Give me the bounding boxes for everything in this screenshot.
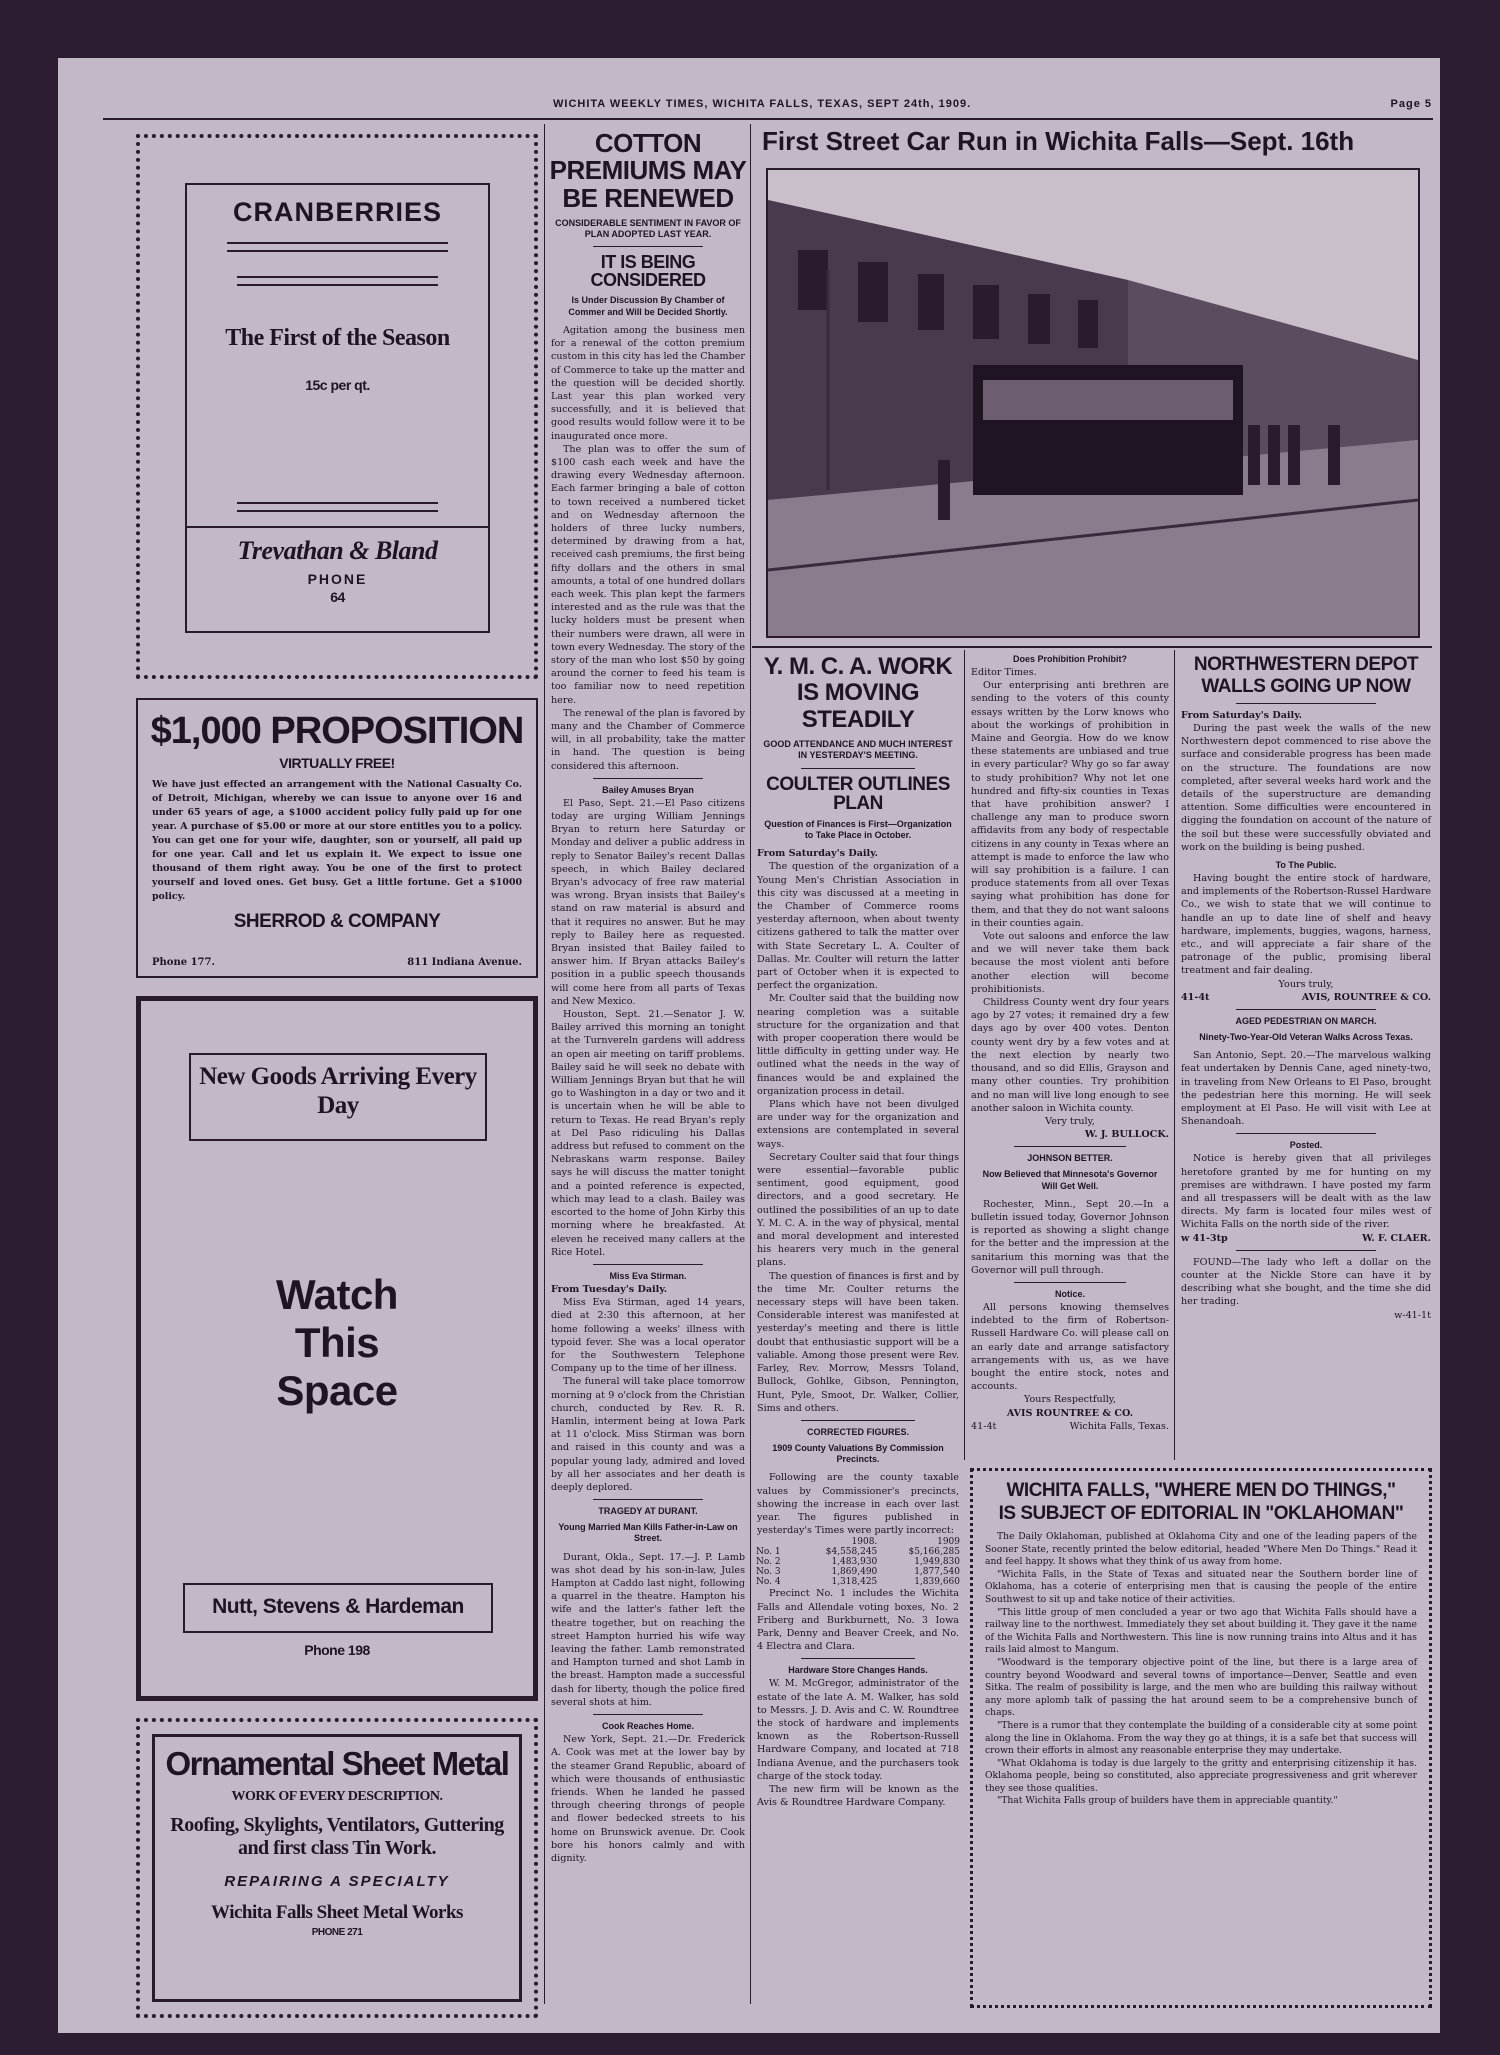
new-goods-text: New Goods Arriving Every Day xyxy=(199,1063,477,1119)
ornament-bar xyxy=(227,242,448,252)
depot-from: From Saturday's Daily. xyxy=(1181,709,1303,721)
ymca-deck2: Question of Finances is First—Organization to Take Place in October. xyxy=(764,818,952,840)
column-rule xyxy=(1174,650,1175,1460)
table-row xyxy=(754,1567,962,1577)
public-code: 41-4t xyxy=(1181,991,1210,1003)
this-text: This xyxy=(294,1319,380,1366)
column-depot xyxy=(1178,654,1434,1460)
notice-code: 41-4t xyxy=(971,1420,997,1432)
editorial-p4: "Woodward is the temporary objective point of the line, but there is a large area of country beyond Woodward and several towns of importance—Denver, Seattle and even Sitka. The realm of possibility is large, and the men who are building this railway without any more aplomb talk of passing the hat around seem to be a comprehensive bunch of chaps. xyxy=(985,1656,1417,1719)
sheet-metal-firm: Wichita Falls Sheet Metal Works xyxy=(211,1902,463,1923)
proposition-phone: Phone 177. xyxy=(152,957,215,968)
cotton-headline: COTTON PREMIUMS MAY BE RENEWED xyxy=(549,128,747,213)
newspaper-page xyxy=(58,58,1440,2033)
ymca-headline: Y. M. C. A. WORK IS MOVING STEADILY xyxy=(763,654,953,733)
cranberries-line: The First of the Season xyxy=(225,325,450,351)
stirman-from: From Tuesday's Daily. xyxy=(551,1283,668,1295)
street-car-photo xyxy=(766,168,1420,638)
new-goods-box xyxy=(189,1053,487,1141)
cranberries-phone-label: PHONE xyxy=(307,571,368,587)
hardware-p1: W. M. McGregor, administrator of the estate of the late A. M. Walker, has sold to Messrs. J. D. Avis and C. W. Roundtree the stock of hardware and implements known as the Robertson-Russell Hardware Company, and located at 718 Indiana Avenue, and the purchasers took charge of the stock today. xyxy=(757,1678,959,1782)
posted-code: w 41-3tp xyxy=(1181,1232,1228,1244)
stirman-p2: The funeral will take place tomorrow morning at 9 o'clock from the Christian church, conducted by Rev. R. R. Hamlin, interment being at Iowa Park at 11 o'clock. Miss Stirman was born and raised in this county and was a popular young lady, admired and loved by all her associates and her death is deeply deplored. xyxy=(551,1376,745,1493)
durant-sub: Young Married Man Kills Father-in-Law on Street. xyxy=(558,1522,738,1544)
corrected-p1: Following are the county taxable values by Commissioner's precincts, showing the increase in each over last year. The figures published in yesterday's Times were partly incorrect: xyxy=(757,1472,959,1537)
value-1909: $5,166,285 xyxy=(908,1547,960,1558)
posted-sig: W. F. CLAER. xyxy=(1362,1232,1431,1244)
cotton-deck2: Is Under Discussion By Chamber of Commer and Will be Decided Shortly. xyxy=(568,295,728,317)
cotton-p3: The renewal of the plan is favored by many and the Chamber of Commerce will, in all probability, take the matter in hand. The question is being considered this afternoon. xyxy=(551,707,745,772)
editorial-p2: "Wichita Falls, in the State of Texas and situated near the Southern border line of Oklahoma, has a coterie of enterprising men that is causing the people of the entire Southwest to sit up and take notice of their activities. xyxy=(985,1568,1417,1605)
cranberries-price: 15c per qt. xyxy=(305,377,370,393)
johnson-head: JOHNSON BETTER. xyxy=(1027,1153,1113,1164)
cotton-p2: The plan was to offer the sum of $100 cash each week and have the drawing every Wednesday afternoon. Each farmer bringing a bale of cotton to town received a numbered ticket and on Wednesday afternoon the holders of three lucky numbers, determined by drawing from a hat, received cash premiums, the first being fifty dollars and the others in smal amounts, a total of one hundred dollars each week. This plan kept the farmers interested and as the rule was that the lucky holders must be present when their numbers were drawn, all were in town every Wednesday. The story of the story of the man who lost $50 by going around the corner to feed his team is too familiar now to need repetition here. xyxy=(551,443,745,706)
durant-head: TRAGEDY AT DURANT. xyxy=(598,1506,698,1517)
depot-headline: NORTHWESTERN DEPOT WALLS GOING UP NOW xyxy=(1193,654,1419,697)
ornament-bar xyxy=(237,502,438,512)
cook-p1: New York, Sept. 21.—Dr. Frederick A. Cook was met at the lower bay by the steamer Grand Republic, aboard of which were thousands of enthusiastic friends. When he landed he passed through cheering throngs of people and flower bedecked streets to his home on Brunswick avenue. Dr. Cook bore his honors calmly and with dignity. xyxy=(551,1734,745,1864)
editorial-box xyxy=(970,1468,1432,2008)
page-number: Page 5 xyxy=(1390,98,1432,110)
editorial-p1: The Daily Oklahoman, published at Oklahoma City and one of the leading papers of the Sooner State, recently printed the below editorial, headed "Where Men Do Things." Read it and feel happy. It shows what they think of us away from home. xyxy=(985,1531,1417,1568)
precinct: No. 4 xyxy=(756,1577,781,1588)
stirman-p1: Miss Eva Stirman, aged 14 years, died at 2:30 this afternoon, at her home following a weeks' illness with typoid fever. She was a local operator for the Southwestern Telephone Company up to the time of her illness. xyxy=(551,1297,745,1375)
pedestrian-p1: San Antonio, Sept. 20.—The marvelous walking feat undertaken by Dennis Cane, aged ninety-two, in traveling from New Orleans to El Paso, brought the pedestrian here this morning. He will seek employment at El Paso. He will visit with Lee at Shenandoah. xyxy=(1181,1050,1431,1128)
ymca-p4: Secretary Coulter said that four things were essential—favorable public sentiment, good equipment, good directors, and a good secretary. He outlined the possibilities of an up to date Y. M. C. A. in the way of physical, mental and moral development and interested his hearers very much in the general plans. xyxy=(757,1151,959,1269)
notice-place: Wichita Falls, Texas. xyxy=(1069,1420,1169,1432)
proposition-body: We have just effected an arrangement with the National Casualty Co. of Detroit, Michigan, whereby we can issue to anyone over 16 and under 65 years of age, a $1000 accident policy fully paid up for one year. A purchase of $5.00 or more at our store entitles you to a policy. You can get one for your wife, daughter, son or yourself, all paid up for one year. Call and let us explain it. We expect to issue one thousand of them right away. You be one of the first to protect yourself and loved ones. Get busy. Get a little fortune. Get a $1000 policy. xyxy=(152,779,522,902)
ymca-p2: Mr. Coulter said that the building now nearing completion was a suitable structure for the organization and that with proper cooperation there would be little difficulty in getting under way. He outlined what the needs in the way of finances would be and explained the organization process in detail. xyxy=(757,993,959,1097)
editorial-p7: "That Wichita Falls group of builders have them in appreciable quantity." xyxy=(997,1795,1338,1807)
bailey-p1: El Paso, Sept. 21.—El Paso citizens today are urging William Jennings Bryan to return here Saturday or Monday and deliver a public address in reply to Senator Bailey's recent Dallas speech, in which Bailey declared Bryan's advocacy of free raw material was wrong. Bryan insists that Bailey's stand on raw material is absurd and that it requires no answer. But he may reply to Bailey here as requested. Bryan insisted that Bailey failed to answer him. If Bryan attacks Bailey's position in a public speech thousands will come here from all parts of Texas and New Mexico. xyxy=(551,797,745,1007)
column-prohibition xyxy=(968,654,1172,1460)
notice-close: Yours Respectfully, xyxy=(1024,1394,1116,1406)
bailey-p2: Houston, Sept. 21.—Senator J. W. Bailey arrived this morning an tonight at the Turnvereln gardens will address an open air meeting on tariff problems. Bailey said he will seek no debate with William Jennings Bryan but that he will go to Washington in a day or two and it is uncertain when he will be able to return to Texas. He read Bryan's reply at Del Paso ridiculing his Dallas address but refused to comment on the Nebraskans warm response. Bailey says he will discuss the matter tonight and a pointed reference is expected, which may lead to a clash. Bailey was escorted to the home of John Kirby this morning where he breakfasted. At eleven he received many callers at the Rice Hotel. xyxy=(551,1009,745,1258)
sheet-metal-line2: Roofing, Skylights, Ventilators, Guttering and first class Tin Work. xyxy=(170,1814,504,1859)
table-row xyxy=(754,1557,962,1567)
found-code: w-41-1t xyxy=(1394,1309,1431,1321)
ymca-headline2: COULTER OUTLINES PLAN xyxy=(766,773,950,814)
valuation-table xyxy=(754,1537,962,1587)
proposition-firm: SHERROD & COMPANY xyxy=(233,911,441,932)
value-1908: $4,558,245 xyxy=(825,1547,878,1558)
space-text: Space xyxy=(276,1367,398,1414)
editorial-p6: "What Oklahoma is today is due largely to the gritty and enterprising citizenship it has. Oklahoma people, being so constituted, also appreciate progressiveness and grit wherever they see those qualities. xyxy=(985,1757,1417,1794)
sheet-metal-line3: REPAIRING A SPECIALTY xyxy=(224,1873,450,1890)
durant-p1: Durant, Okla., Sept. 17.—J. P. Lamb was shot dead by his son-in-law, Jules Hampton at Caddo last night, following a quarrel in the theatre. Hampton his wife and the latter's father left the theatre together, but on reaching the street Hampton hurried his wife way leaving the father. Lamb remonstrated and Hampton turned and shot Lamb in the breast. Hampton made a successful dash for liberty, though the police fired several shots at him. xyxy=(551,1551,745,1708)
value-1908: 1,483,930 xyxy=(831,1557,878,1568)
nutt-firm-box xyxy=(183,1583,493,1633)
value-1909: 1,949,830 xyxy=(914,1557,960,1568)
masthead-rule xyxy=(103,118,1433,120)
sheet-metal-phone: PHONE 271 xyxy=(311,1927,363,1938)
photo-bottom-rule xyxy=(752,646,1432,648)
value-1909: 1,839,660 xyxy=(914,1577,960,1588)
cook-head: Cook Reaches Home. xyxy=(601,1721,695,1732)
cranberries-title: CRANBERRIES xyxy=(232,197,443,227)
ymca-from: From Saturday's Daily. xyxy=(757,848,879,860)
table-row xyxy=(754,1547,962,1557)
corrected-p2: Precinct No. 1 includes the Wichita Falls and Allendale voting boxes, No. 2 Friberg and Burkburnett, No. 3 Iowa Park, Denny and Beaver Creek, and No. 4 Electra and Clara. xyxy=(757,1588,959,1653)
prohibition-p2: Vote out saloons and enforce the law and we will never take them back because the most violent anti before another election will become prohibitionists. xyxy=(971,931,1169,995)
column-rule xyxy=(964,650,965,1460)
sheet-metal-title: Ornamental Sheet Metal xyxy=(165,1745,509,1782)
pedestrian-sub: Ninety-Two-Year-Old Veteran Walks Across Texas. xyxy=(1199,1031,1413,1042)
editorial-headline2: IS SUBJECT OF EDITORIAL IN "OKLAHOMAN" xyxy=(998,1503,1404,1524)
cranberries-ad xyxy=(136,134,538,679)
precinct: No. 3 xyxy=(756,1567,781,1578)
stirman-head: Miss Eva Stirman. xyxy=(609,1270,687,1281)
masthead-title: WICHITA WEEKLY TIMES, WICHITA FALLS, TEXAS, SEPT 24th, 1909. xyxy=(553,98,972,110)
editorial-p3: "This little group of men concluded a year or two ago that Wichita Falls should have a railway line to the northwest. Immediately they set about building it. They gave it the name of the Wichita Falls and Northwestern. This line is now running trains into Altus and it has rails laid almost to Mangum. xyxy=(985,1606,1417,1656)
notice-p1: All persons knowing themselves indebted to the firm of Robertson-Russell Hardware Co. will please call on an early date and arrange satisfactory arrangements with us, as we have bought the entire stock, notes and accounts. xyxy=(971,1302,1169,1393)
column-rule xyxy=(544,124,545,2004)
value-1909: 1,877,540 xyxy=(914,1567,960,1578)
prohibition-p3: Childress County went dry four years ago by 27 votes; it remained dry a few days ago by over 400 votes. Denton county went dry by a few votes and at the next election by nearly two thousand, and so did Ellis, Grayson and many other counties. Try prohibition and no man will live long enough to see another saloon in Wichita county. xyxy=(971,997,1169,1114)
posted-head: Posted. xyxy=(1289,1140,1323,1151)
column-cotton xyxy=(548,126,748,2006)
nutt-firm: Nutt, Stevens & Hardeman xyxy=(212,1595,464,1618)
bailey-head: Bailey Amuses Bryan xyxy=(602,784,694,795)
pedestrian-head: AGED PEDESTRIAN ON MARCH. xyxy=(1235,1015,1377,1026)
prohibition-to: Editor Times. xyxy=(971,667,1037,678)
cranberries-phone: 64 xyxy=(330,589,345,605)
watch-text: Watch xyxy=(276,1271,398,1318)
found-p1: FOUND—The lady who left a dollar on the counter at the Nickle Store can have it by describing what she bought, and the time she did her trading. xyxy=(1181,1256,1431,1308)
table-row xyxy=(754,1577,962,1587)
valuation-header: 1909 xyxy=(937,1537,960,1548)
depot-p1: During the past week the walls of the new Northwestern depot commenced to rise above the surface and considerable progress has been made on the structure. The foundations are now completed, after several weeks hard work and the details of the superstructure are demanding attention. Some difficulties were encountered in digging the foundation on account of the nature of the soil but these were successfully obviated and work on the building is being pushed. xyxy=(1181,722,1431,853)
cotton-deck: CONSIDERABLE SENTIMENT IN FAVOR OF PLAN ADOPTED LAST YEAR. xyxy=(555,217,741,240)
ornament-bar xyxy=(237,276,438,286)
ymca-p3: Plans which have not been divulged are under way for the organization and extensions are contemplated in several ways. xyxy=(757,1099,959,1150)
prohibition-close: Very truly, xyxy=(1045,1115,1095,1127)
prohibition-sig: W. J. BULLOCK. xyxy=(1084,1129,1169,1141)
public-close: Yours truly, xyxy=(1278,978,1334,990)
notice-sig: AVIS ROUNTREE & CO. xyxy=(1006,1407,1134,1419)
johnson-sub: Now Believed that Minnesota's Governor Will Get Well. xyxy=(982,1169,1158,1191)
public-p1: Having bought the entire stock of hardware, and implements of the Robertson-Russel Hardware Co., we wish to state that we will continue to handle an up to date line of shelf and heavy hardware, implements, buggies, wagons, harness, etc., and will appreciate a fair share of the patronage of the public, promising liberal treatment and fair dealing. xyxy=(1181,872,1431,977)
valuation-header: 1908. xyxy=(851,1537,878,1548)
editorial-p5: "There is a rumor that they contemplate the building of a considerable city at some point along the line in Oklahoma. From the way they go at things, it is a safe bet that success will crown their efforts in almost any reasonable enterprise they may undertake. xyxy=(985,1719,1417,1757)
nutt-phone: Phone 198 xyxy=(304,1642,370,1658)
value-1908: 1,869,490 xyxy=(831,1567,878,1578)
editorial-headline1: WICHITA FALLS, "WHERE MEN DO THINGS," xyxy=(1006,1480,1396,1501)
masthead xyxy=(58,98,1440,116)
ymca-p5: The question of finances is first and by the time Mr. Coulter returns the necessary steps will have been taken. Considerable interest was manifested at yesterday's meeting and there is little doubt that enthusiastic support will be a valiable. Among those present were Rev. Farley, Rev. Morrow, Messrs Toland, Bullock, Gohlke, Gibson, Pennington, Hunt, Pyle, Smoot, Dr. Walker, Collier, Sims and others. xyxy=(757,1270,959,1414)
photo-caption: First Street Car Run in Wichita Falls—Sept. 16th xyxy=(762,128,1355,156)
johnson-p1: Rochester, Minn., Sept 20.—In a bulletin issued today, Governor Johnson is reported as showing a slight change for the better and the impression at the sanitarium this morning was that the Governor will pull through. xyxy=(971,1198,1169,1276)
valuation-header xyxy=(754,1537,797,1547)
street-car-image xyxy=(768,170,1418,636)
prohibition-head: Does Prohibition Prohibit? xyxy=(1013,654,1127,664)
corrected-sub: 1909 County Valuations By Commission Precincts. xyxy=(772,1442,944,1465)
photo-block xyxy=(756,128,1432,643)
proposition-subtitle: VIRTUALLY FREE! xyxy=(279,755,395,771)
column-ymca xyxy=(754,654,962,2014)
sheet-metal-ad xyxy=(136,1718,538,2018)
hardware-head: Hardware Store Changes Hands. xyxy=(788,1665,928,1676)
column-rule xyxy=(750,124,751,2004)
precinct: No. 1 xyxy=(756,1547,781,1558)
nutt-stevens-ad xyxy=(136,996,538,1701)
cotton-headline2: IT IS BEING CONSIDERED xyxy=(590,252,706,291)
proposition-title: $1,000 PROPOSITION xyxy=(150,710,524,752)
ymca-p1: The question of the organization of a Young Men's Christian Association in this city was discussed at a meeting in the Chamber of Commerce rooms yesterday afternoon, when about twenty citizens gathered to talk the matter over with State Secretary L. A. Coulter of Dallas. Mr. Coulter will return the latter part of October when it is expected to perfect the organization. xyxy=(757,861,959,992)
sheet-metal-line1: WORK OF EVERY DESCRIPTION. xyxy=(231,1789,443,1804)
notice-head: Notice. xyxy=(1054,1289,1085,1300)
ymca-deck: GOOD ATTENDANCE AND MUCH INTEREST IN YESTERDAY'S MEETING. xyxy=(763,739,953,761)
posted-p1: Notice is hereby given that all privileges heretofore granted by me for hunting on my premises are withdrawn. I have posted my farm and all trespassers will be dealt with as the law directs. My farm is located four miles west of Wichita Falls on the north side of the river. xyxy=(1181,1153,1431,1231)
public-sig: AVIS, ROUNTREE & CO. xyxy=(1301,991,1431,1003)
proposition-ad xyxy=(136,698,538,978)
cotton-p1: Agitation among the business men for a renewal of the cotton premium custom in this city has led the Chamber of Commerce to take up the matter and the question will be decided shortly. Last year this plan worked very successfully, and it is believed that good results would follow were it to be inaugurated once more. xyxy=(551,324,745,442)
cranberries-firm: Trevathan & Bland xyxy=(237,536,438,565)
proposition-address: 811 Indiana Avenue. xyxy=(407,957,522,968)
value-1908: 1,318,425 xyxy=(831,1577,878,1588)
corrected-head: CORRECTED FIGURES. xyxy=(806,1426,909,1437)
hardware-p2: The new firm will be known as the Avis & Roundtree Hardware Company. xyxy=(757,1784,959,1809)
public-head: To The Public. xyxy=(1275,859,1337,870)
prohibition-p1: Our enterprising anti brethren are sending to the voters of this county essays written by the Lorw knows who about the workings of prohibition in Maine and Georgia. How do we know these statements are unbiased and true in every particular? Why go so far away to study prohibition? Why not let one hundred and fifty-six counties in Texas that have prohibition answer? I challenge any man to produce sworn affidavits from any body of respectable citizens in any county in Texas where an attempt is made to enforce the law who will say prohibition is a failure. I can produce statements from all over Texas saying what prohibition has done for them, and that they do not want saloons in their counties again. xyxy=(971,680,1169,929)
precinct: No. 2 xyxy=(756,1557,781,1568)
